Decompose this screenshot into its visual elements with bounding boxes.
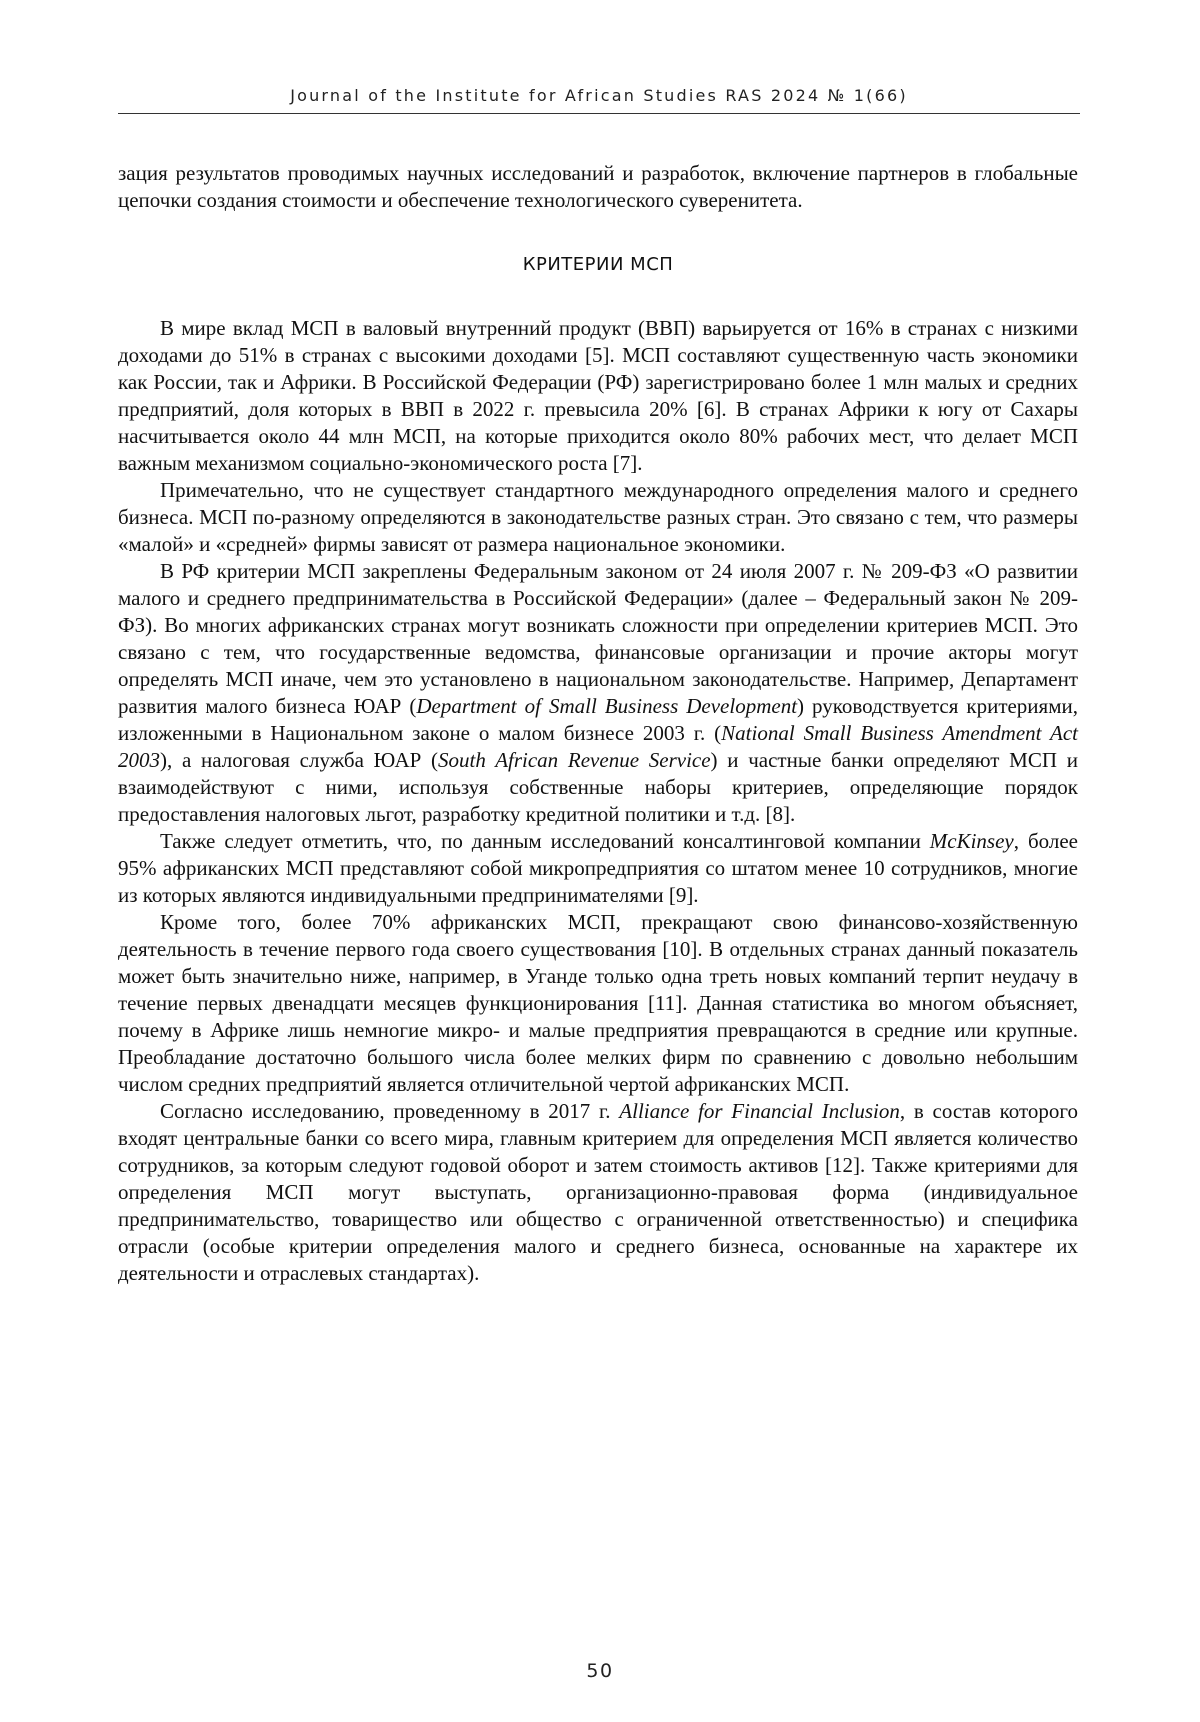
paragraph-3-italic-3: South African Revenue Service <box>438 748 711 772</box>
paragraph-3-text-1: В РФ критерии МСП закреплены Федеральным законом от 24 июля 2007 г. № 209-ФЗ «О развитии малого и среднего предпринимательства в Российской Федерации» (далее – Федеральный закон № 209-ФЗ). Во многих африканских странах могут возникать сложности при определении критериев МСП. Это связано с тем, что государственные ведомства, финансовые организации и прочие акторы могут определять МСП иначе, чем это установлено в национальном законодательстве. Например, Департамент развития малого бизнеса ЮАР ( <box>118 559 1078 718</box>
running-head: Journal of the Institute for African Studies RAS 2024 № 1(66) <box>290 86 908 105</box>
section-heading: КРИТЕРИИ МСП <box>522 254 674 275</box>
paragraph-4-italic-1: McKinsey <box>929 829 1014 853</box>
continuation-paragraph: зация результатов проводимых научных исследований и разработок, включение партнеров в глобальные цепочки создания стоимости и обеспечение технологического суверенитета. <box>118 161 1078 212</box>
paragraph-3 <box>118 558 1078 828</box>
paragraph-5: Кроме того, более 70% африканских МСП, прекращают свою финансово-хозяйственную деятельность в течение первого года своего существования [10]. В отдельных странах данный показатель может быть значительно ниже, например, в Уганде только одна треть новых компаний терпит неудачу в течение первых двенадцати месяцев функционирования [11]. Данная статистика во многом объясняет, почему в Африке лишь немногие микро- и малые предприятия превращаются в средние или крупные. Преобладание достаточно большого числа более мелких фирм по сравнению с довольно небольшим числом средних предприятий является отличительной чертой африканских МСП. <box>118 910 1078 1096</box>
paragraph-6-text-1: Согласно исследованию, проведенному в 2017 г. <box>160 1099 620 1123</box>
page-number: 50 <box>586 1660 614 1682</box>
paragraph-2: Примечательно, что не существует стандартного международного определения малого и среднего бизнеса. МСП по-разному определяются в законодательстве разных стран. Это связано с тем, что размеры «малой» и «средней» фирмы зависят от размера национальное экономики. <box>118 478 1078 556</box>
paragraph-4-text-2: , более 95% африканских МСП представляют собой микропредприятия со штатом менее 10 сотрудников, многие из которых являются индивидуальными предпринимателями [9]. <box>118 829 1078 907</box>
paragraph-4-text-1: Также следует отметить, что, по данным исследований консалтинговой компании <box>160 829 930 853</box>
paragraph-3-italic-1: Department of Small Business Development <box>416 694 798 718</box>
paragraph-6-text-2: , в состав которого входят центральные банки со всего мира, главным критерием для определения МСП является количество сотрудников, за которым следуют годовой оборот и затем стоимость активов [12]. Также критериями для определения МСП могут выступать, организационно-правовая форма (индивидуальное предпринимательство, товарищество или общество с ограниченной ответственностью) и специфика отрасли (особые критерии определения малого и среднего бизнеса, основанные на характере их деятельности и отраслевых стандартах). <box>118 1099 1079 1285</box>
paragraph-3-text-4: ) и частные банки определяют МСП и взаимодействуют с ними, используя собственные наборы критериев, определяющие порядок предоставления налоговых льгот, разработку кредитной политики и т.д. [8]. <box>118 748 1078 826</box>
paragraph-4 <box>118 828 1078 909</box>
paragraph-3-text-3: ), а налоговая служба ЮАР ( <box>160 748 439 772</box>
paragraph-3-italic-2: National Small Business Amendment Act 2003 <box>118 721 1078 772</box>
paragraph-1: В мире вклад МСП в валовый внутренний продукт (ВВП) варьируется от 16% в странах с низкими доходами до 51% в странах с высокими доходами [5]. МСП составляют существенную часть экономики как России, так и Африки. В Российской Федерации (РФ) зарегистрировано более 1 млн малых и средних предприятий, доля которых в ВВП в 2022 г. превысила 20% [6]. В странах Африки к югу от Сахары насчитывается около 44 млн МСП, на которые приходится около 80% рабочих мест, что делает МСП важным механизмом социально-экономического роста [7]. <box>118 316 1078 475</box>
paragraph-6-italic-1: Alliance for Financial Inclusion <box>619 1099 900 1123</box>
header-rule <box>118 113 1080 114</box>
paragraph-6 <box>118 1098 1078 1287</box>
paragraph-3-text-2: ) руководствуется критериями, изложенными в Национальном законе о малом бизнесе 2003 г. ( <box>118 694 1078 745</box>
article-body <box>118 160 1078 1287</box>
